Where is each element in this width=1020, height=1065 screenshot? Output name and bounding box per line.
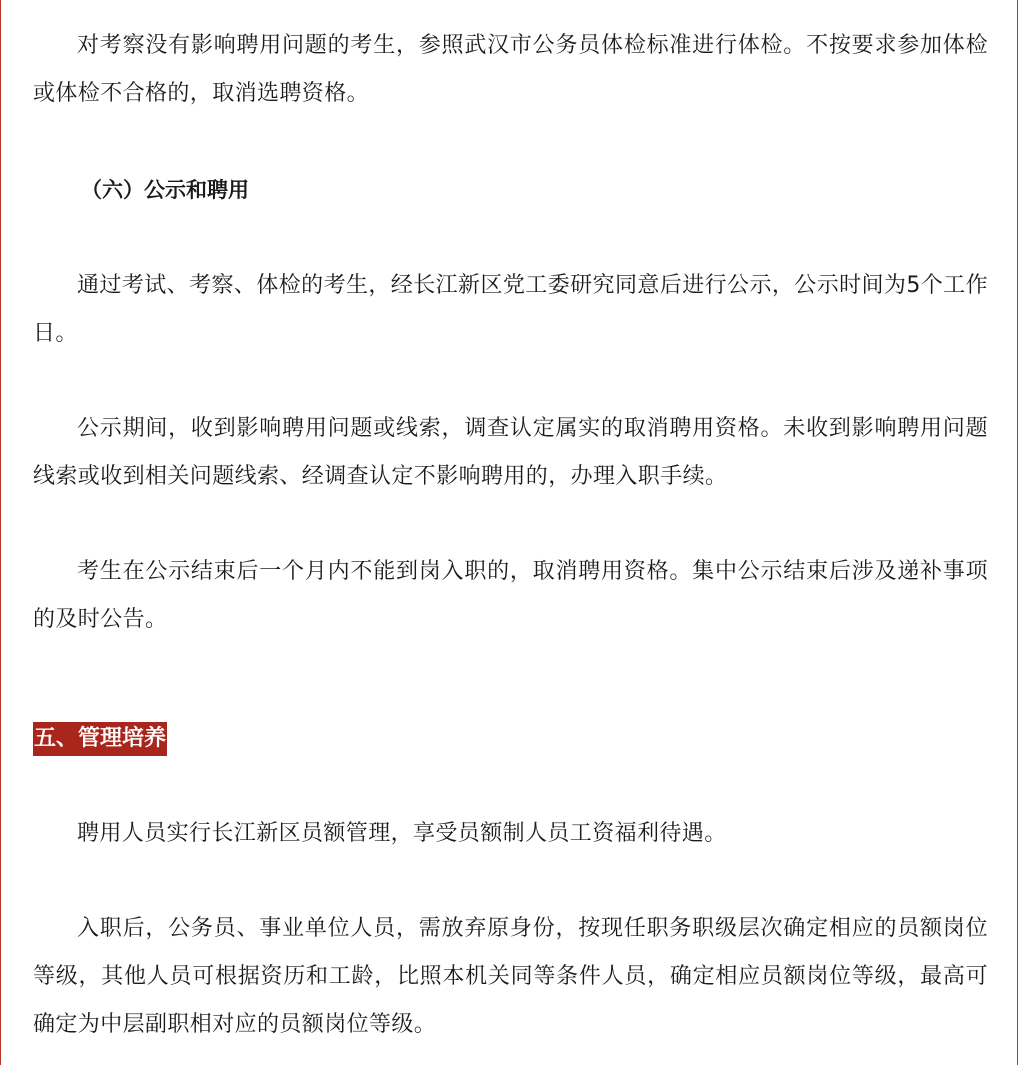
article-body — [33, 22, 988, 1049]
paragraph-publicity-period: 公示期间，收到影响聘用问题或线索，调查认定属实的取消聘用资格。未收到影响聘用问题线索或收到相关问题线索、经调查认定不影响聘用的，办理入职手续。 — [33, 416, 988, 489]
sub-heading-publicity-hiring: （六）公示和聘用 — [81, 178, 249, 202]
paragraph-publicity: 通过考试、考察、体检的考生，经长江新区党工委研究同意后进行公示，公示时间为5个工作日。 — [33, 273, 988, 346]
paragraph-onboarding-deadline: 考生在公示结束后一个月内不能到岗入职的，取消聘用资格。集中公示结束后涉及递补事项的及时公告。 — [33, 559, 988, 632]
paragraph-physical-exam: 对考察没有影响聘用问题的考生，参照武汉市公务员体检标准进行体检。不按要求参加体检或体检不合格的，取消选聘资格。 — [33, 33, 988, 106]
paragraph-post-level: 入职后，公务员、事业单位人员，需放弃原身份，按现任职务职级层次确定相应的员额岗位等级，其他人员可根据资历和工龄，比照本机关同等条件人员，确定相应员额岗位等级，最高可确定为中层副职相对应的员额岗位等级。 — [33, 916, 988, 1037]
section-heading-management-training: 五、管理培养 — [33, 722, 167, 756]
paragraph-quota-management: 聘用人员实行长江新区员额管理，享受员额制人员工资福利待遇。 — [77, 821, 727, 846]
